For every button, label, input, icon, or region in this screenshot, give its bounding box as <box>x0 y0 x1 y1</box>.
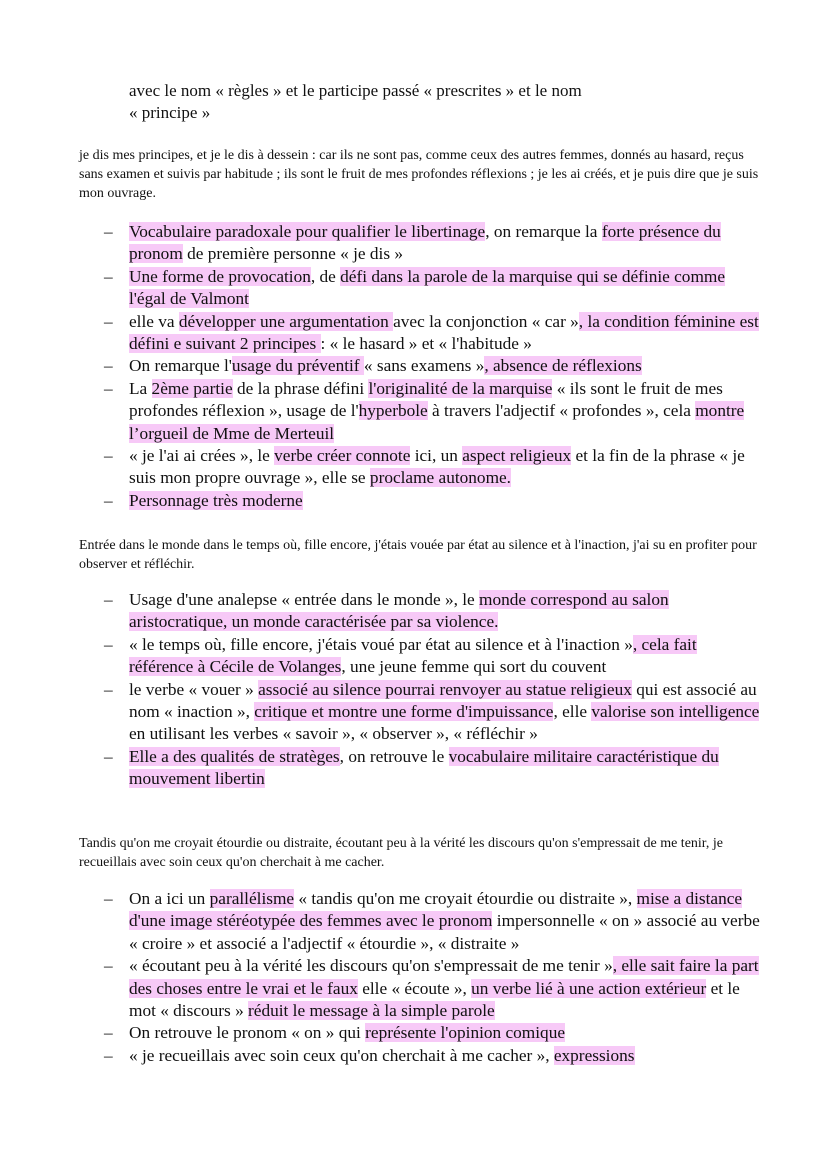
highlighted-text: aspect religieux <box>462 446 572 466</box>
highlighted-text: représente l'opinion comique <box>365 1023 566 1043</box>
analysis-list-2 <box>104 589 764 791</box>
highlighted-text: Vocabulaire paradoxale pour qualifier le libertinage <box>129 222 486 241</box>
highlighted-text: hyperbole <box>358 401 428 421</box>
bullet-item <box>104 355 764 377</box>
bullet-item <box>104 221 764 266</box>
bullet-dash: – <box>104 1023 113 1043</box>
bullet-item <box>104 311 764 356</box>
highlighted-text: parallélisme <box>209 889 295 908</box>
bullet-item <box>104 679 764 746</box>
bullet-item <box>104 1022 764 1044</box>
bullet-text: « le temps où, fille encore, j'étais voué par état au silence et à l'inaction » <box>129 634 633 654</box>
highlighted-text: , cela fait référence à Cécile de Volanges <box>129 634 697 677</box>
bullet-text: le verbe « vouer » <box>129 679 259 699</box>
bullet-text: ici, un <box>410 446 463 466</box>
bullet-text: impersonnelle « on » associé au verbe « croire » et associé a l'adjectif « étourdie », « distraite » <box>129 911 760 953</box>
bullet-text: On retrouve le pronom « on » qui <box>129 1023 366 1043</box>
highlighted-text: Personnage très moderne <box>129 490 303 510</box>
bullet-text: « tandis qu'on me croyait étourdie ou distraite », <box>294 889 637 908</box>
highlighted-text: verbe créer connote <box>274 446 411 466</box>
highlighted-text: vocabulaire militaire caractéristique du mouvement libertin <box>129 746 719 789</box>
bullet-item <box>104 888 764 955</box>
highlighted-text: réduit le message à la simple parole <box>248 1001 495 1021</box>
bullet-item <box>104 490 764 512</box>
intro-line: « principe » <box>129 103 211 122</box>
bullet-dash: – <box>104 1045 113 1065</box>
bullet-text: de première personne « je dis » <box>182 244 404 264</box>
highlighted-text: associé au silence pourrai renvoyer au statue religieux <box>258 679 632 699</box>
bullet-dash: – <box>104 746 113 766</box>
highlighted-text: Une forme de provocation <box>129 266 311 286</box>
highlighted-text: l'originalité de la marquise <box>368 378 553 398</box>
bullet-item <box>104 378 764 445</box>
bullet-dash: – <box>104 889 113 908</box>
bullet-dash: – <box>104 356 113 376</box>
bullet-dash: – <box>104 266 113 286</box>
bullet-text: , on remarque la <box>485 222 602 241</box>
bullet-text: Usage d'une analepse « entrée dans le monde », le <box>129 590 480 609</box>
bullet-text: , elle <box>553 702 592 722</box>
highlighted-text: développer une argumentation <box>178 311 394 331</box>
highlighted-text: critique et montre une forme d'impuissance <box>254 702 554 722</box>
bullet-dash: – <box>104 311 113 331</box>
intro-paragraph <box>129 80 749 124</box>
bullet-text: qui est associé au nom « inaction », <box>129 679 757 722</box>
highlighted-text: 2ème partie <box>151 378 233 398</box>
bullet-text: de la phrase défini <box>232 378 369 398</box>
bullet-text: , on retrouve le <box>339 746 449 766</box>
bullet-dash: – <box>104 634 113 654</box>
highlighted-text: valorise son intelligence <box>591 702 760 722</box>
bullet-text: elle « écoute », <box>357 978 472 998</box>
highlighted-text: expressions <box>553 1045 635 1065</box>
bullet-item <box>104 955 764 1022</box>
highlighted-text: , la condition féminine est défini e suivant 2 principes <box>129 311 759 354</box>
bullet-item <box>104 589 764 634</box>
bullet-item <box>104 266 764 311</box>
bullet-item <box>104 445 764 490</box>
bullet-dash: – <box>104 490 113 510</box>
highlighted-text: , absence de réflexions <box>484 356 642 376</box>
highlighted-text: montre l’orgueil de Mme de Merteuil <box>129 401 745 443</box>
intro-line: avec le nom « règles » et le participe passé « prescrites » et le nom <box>129 81 582 100</box>
citation-2: Entrée dans le monde dans le temps où, fille encore, j'étais vouée par état au silence et à l'inaction, j'ai su en profiter pour observer et réfléchir. <box>79 538 757 572</box>
bullet-dash: – <box>104 222 113 241</box>
bullet-text: elle va <box>129 311 179 331</box>
highlighted-text: , elle sait faire la part des choses entre le vrai et le faux <box>129 956 759 998</box>
bullet-text: « je recueillais avec soin ceux qu'on cherchait à me cacher », <box>129 1045 554 1065</box>
analysis-list-1 <box>104 221 764 512</box>
bullet-dash: – <box>104 446 113 466</box>
bullet-dash: – <box>104 590 113 609</box>
bullet-text: La <box>129 378 152 398</box>
bullet-text: On a ici un <box>129 889 210 908</box>
bullet-dash: – <box>104 679 113 699</box>
bullet-text: : « le hasard » et « l'habitude » <box>320 334 532 354</box>
bullet-text: , une jeune femme qui sort du couvent <box>341 657 607 677</box>
bullet-item <box>104 1045 764 1067</box>
bullet-text: à travers l'adjectif « profondes », cela <box>427 401 696 421</box>
highlighted-text: proclame autonome. <box>369 468 511 488</box>
analysis-list-3 <box>104 888 764 1067</box>
highlighted-text: usage du préventif <box>231 356 364 376</box>
bullet-text: en utilisant les verbes « savoir », « observer », « réfléchir » <box>129 724 538 744</box>
highlighted-text: Elle a des qualités de stratèges <box>129 746 340 766</box>
bullet-text: « je l'ai ai crées », le <box>129 446 275 466</box>
bullet-text: et la fin de la phrase « je suis mon propre ouvrage », elle se <box>129 446 745 488</box>
bullet-text: « ils sont le fruit de mes profondes réflexion », usage de l' <box>129 378 723 421</box>
highlighted-text: défi dans la parole de la marquise qui se définie comme l'égal de Valmont <box>129 266 726 309</box>
citation-1: je dis mes principes, et je le dis à dessein : car ils ne sont pas, comme ceux des autres femmes, donnés au hasard, reçus sans examen et suivis par habitude ; ils sont le fruit de mes profondes réflexions ; je les ai créés, et je puis dire que je suis mon ouvrage. <box>79 148 759 201</box>
highlighted-text: forte présence du pronom <box>129 222 721 264</box>
bullet-text: , de <box>310 266 341 286</box>
bullet-dash: – <box>104 956 113 976</box>
bullet-item <box>104 634 764 679</box>
bullet-dash: – <box>104 378 113 398</box>
bullet-text: avec la conjonction « car » <box>393 311 579 331</box>
bullet-text: On remarque l' <box>129 356 232 376</box>
bullet-text: « sans examens » <box>363 356 485 376</box>
bullet-text: « écoutant peu à la vérité les discours qu'on s'empressait de me tenir » <box>129 956 613 976</box>
citation-3: Tandis qu'on me croyait étourdie ou distraite, écoutant peu à la vérité les discours qu'on s'empressait de me tenir, je recueillais avec soin ceux qu'on cherchait à me cacher. <box>79 836 723 870</box>
highlighted-text: un verbe lié à une action extérieur <box>471 978 707 998</box>
bullet-text: et le mot « discours » <box>129 978 740 1021</box>
highlighted-text: monde correspond au salon aristocratique, un monde caractérisée par sa violence. <box>129 590 669 632</box>
bullet-item <box>104 746 764 791</box>
highlighted-text: mise a distance d'une image stéréotypée des femmes avec le pronom <box>129 889 743 931</box>
